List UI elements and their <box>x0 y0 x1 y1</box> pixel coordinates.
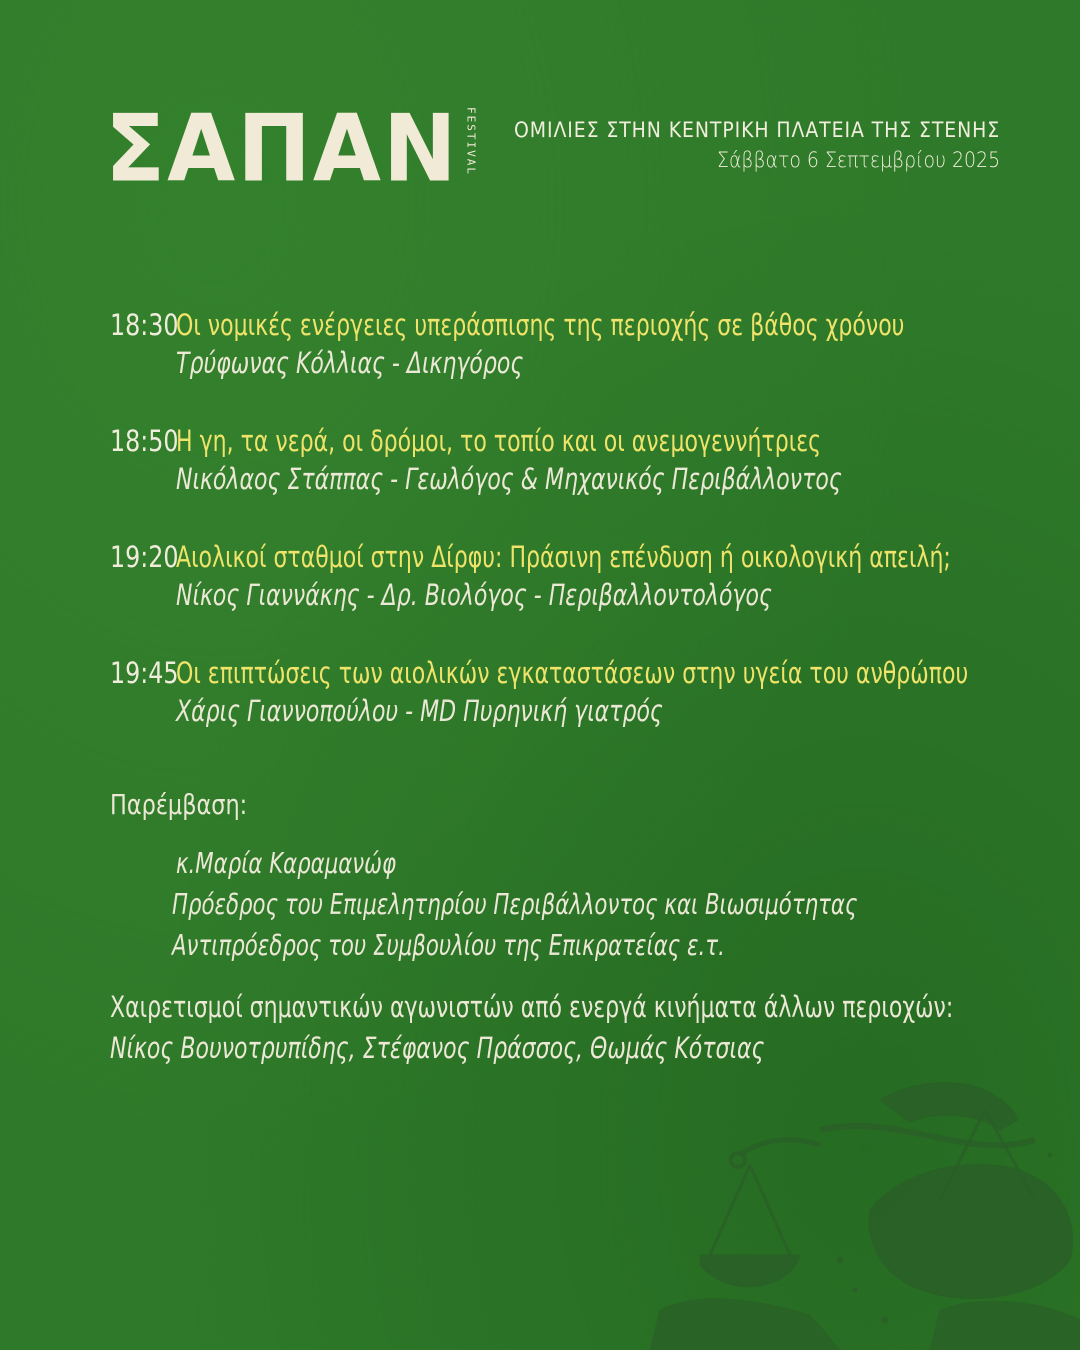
talk-item <box>110 540 1020 612</box>
event-title: ΟΜΙΛΙΕΣ ΣΤΗΝ ΚΕΝΤΡΙΚΗ ΠΛΑΤΕΙΑ ΤΗΣ ΣΤΕΝΗΣ <box>513 118 1000 142</box>
talk-speaker: Τρύφωνας Κόλλιας - Δικηγόρος <box>176 346 524 380</box>
event-header <box>460 118 1000 172</box>
talk-time: 18:50 <box>110 424 179 458</box>
talk-title: Οι νομικές ενέργειες υπεράσπισης της περιοχής σε βάθος χρόνου <box>176 308 905 342</box>
talk-item <box>110 656 1020 728</box>
talk-speaker: Νικόλαος Στάππας - Γεωλόγος & Μηχανικός Περιβάλλοντος <box>176 462 842 496</box>
intervention-speaker-role: Πρόεδρος του Επιμελητηρίου Περιβάλλοντος και Βιωσιμότητας <box>172 888 858 921</box>
talk-time: 18:30 <box>110 308 179 342</box>
talk-time: 19:20 <box>110 540 179 574</box>
scales-of-justice-illustration <box>640 1060 1080 1350</box>
talk-time: 19:45 <box>110 656 179 690</box>
greetings-label: Χαιρετισμοί σημαντικών αγωνιστών από ενεργά κινήματα άλλων περιοχών: <box>110 990 954 1024</box>
intervention-section <box>110 788 1074 966</box>
festival-logo <box>105 94 478 203</box>
greetings-names: Νίκος Βουνοτρυπίδης, Στέφανος Πράσσος, Θωμάς Κότσιας <box>110 1031 765 1065</box>
intervention-speaker-name: κ.Μαρία Καραμανώφ <box>176 847 397 880</box>
logo-festival-label: FESTIVAL <box>464 107 478 176</box>
talk-title: Αιολικοί σταθμοί στην Δίρφυ: Πράσινη επένδυση ή οικολογική απειλή; <box>176 540 951 574</box>
talk-speaker: Χάρις Γιαννοπούλου - MD Πυρηνική γιατρός <box>176 694 663 728</box>
logo-wordmark: ΣΑΠΑΝ <box>105 94 459 203</box>
intervention-speaker-role: Αντιπρόεδρος του Συμβουλίου της Επικρατείας ε.τ. <box>172 929 725 962</box>
talk-item <box>110 308 1020 380</box>
intervention-label: Παρέμβαση: <box>110 788 248 821</box>
talk-speaker: Νίκος Γιαννάκης - Δρ. Βιολόγος - Περιβαλλοντολόγος <box>176 578 772 612</box>
talk-item <box>110 424 1020 496</box>
talks-list <box>110 308 1020 772</box>
talk-title: Η γη, τα νερά, οι δρόμοι, το τοπίο και οι ανεμογεννήτριες <box>176 424 822 458</box>
greetings-section <box>110 987 1080 1069</box>
talk-title: Οι επιπτώσεις των αιολικών εγκαταστάσεων στην υγεία του ανθρώπου <box>176 656 969 690</box>
event-date: Σάββατο 6 Σεπτεμβρίου 2025 <box>716 148 1000 172</box>
